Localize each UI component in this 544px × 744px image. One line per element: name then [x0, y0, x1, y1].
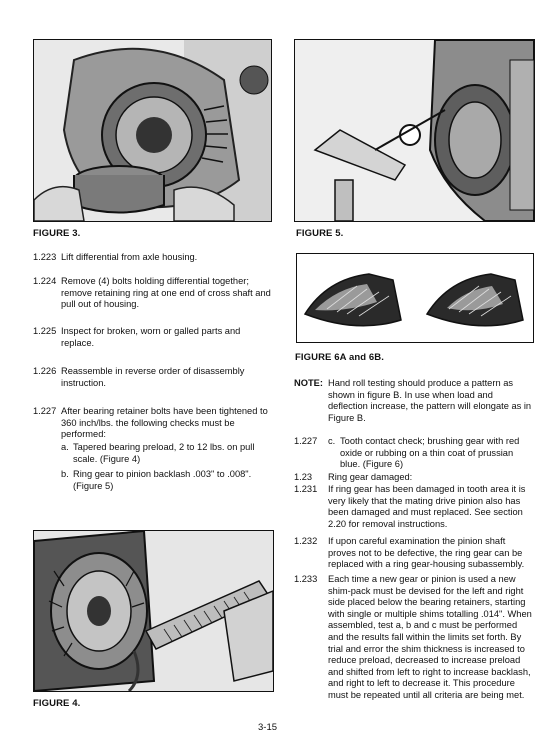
para-1-232 [294, 536, 534, 572]
para-number: 1.233 [294, 574, 318, 584]
figure-6-caption: FIGURE 6A and 6B. [295, 352, 384, 363]
figure-3-illustration [34, 40, 271, 221]
page-number: 3-15 [258, 722, 278, 733]
para-1-223 [33, 252, 273, 264]
note-label: NOTE: [294, 378, 323, 388]
para-number: 1.227 [294, 436, 318, 446]
para-number: 1.225 [33, 326, 57, 336]
para-number: 1.227 [33, 406, 57, 416]
para-1-231 [294, 484, 534, 532]
figure-3-image [33, 39, 272, 222]
para-text: Each time a new gear or pinion is used a new shim-pack must be devised for the left and right side placed below the bearing retainers, starting with single or multiple shims totalling .014". When assembled, test a, b and c must be performed and the results fall within the limits set forth. By trial and error the shim thickness is increased to reduce preload, decreased to increase preload and shifted from left to right to increase backlash, and right to left to decrease it. This procedure must be repeated until all criteria are being met. [328, 574, 532, 700]
figure-4-image [33, 530, 274, 692]
para-1-224 [33, 276, 273, 312]
para-number: 1.23 [294, 472, 313, 482]
figure-5-image [294, 39, 535, 222]
para-text: If upon careful examination the pinion shaft proves not to be defective, the ring gear can be replaced with a ring gear-housing subassembly. [328, 536, 525, 570]
para-1-227-a [61, 442, 273, 466]
para-text: After bearing retainer bolts have been tightened to 360 inch/lbs. the following checks must be performed: [61, 406, 268, 440]
para-text: Lift differential from axle housing. [61, 252, 198, 262]
para-1-227-c [294, 436, 534, 472]
para-text: Inspect for broken, worn or galled parts and replace. [61, 326, 241, 348]
item-label: a. [61, 442, 69, 452]
para-1-225 [33, 326, 273, 350]
para-1-233 [294, 574, 534, 716]
para-text: Remove (4) bolts holding differential together; remove retaining ring at one end of cross shaft and pull out of housing. [61, 276, 271, 310]
figure-5-caption: FIGURE 5. [296, 228, 344, 239]
para-1-23 [294, 472, 534, 484]
figure-6-illustration [297, 254, 533, 342]
figure-6-image [296, 253, 534, 343]
para-1-226 [33, 366, 273, 390]
note-block [294, 378, 534, 428]
para-number: 1.226 [33, 366, 57, 376]
para-number: 1.224 [33, 276, 57, 286]
para-number: 1.232 [294, 536, 318, 546]
item-label: c. [328, 436, 336, 446]
figure-5-illustration [295, 40, 534, 221]
para-text: If ring gear has been damaged in tooth area it is very likely that the mating drive pinion also has been damaged and must replaced. See section 2.20 for removal instructions. [328, 484, 526, 529]
item-text: Tapered bearing preload, 2 to 12 lbs. on pull scale. (Figure 4) [73, 442, 255, 464]
para-1-227-b [61, 469, 273, 493]
para-1-227 [33, 406, 273, 442]
figure-3-caption: FIGURE 3. [33, 228, 81, 239]
note-text: Hand roll testing should produce a pattern as shown in figure B. In use when load and deflection increase, the pattern will elongate as in Figure B. [328, 378, 532, 423]
para-text: Tooth contact check; brushing gear with red oxide or rubbing on a thin coat of prussian blue. (Figure 6) [340, 436, 520, 470]
figure-4-illustration [34, 531, 273, 691]
para-text: Reassemble in reverse order of disassembly instruction. [61, 366, 245, 388]
figure-4-caption: FIGURE 4. [33, 698, 81, 709]
para-text: Ring gear damaged: [328, 472, 413, 482]
para-number: 1.231 [294, 484, 318, 494]
item-text: Ring gear to pinion backlash .003" to .008". (Figure 5) [73, 469, 252, 491]
item-label: b. [61, 469, 69, 479]
para-number: 1.223 [33, 252, 57, 262]
